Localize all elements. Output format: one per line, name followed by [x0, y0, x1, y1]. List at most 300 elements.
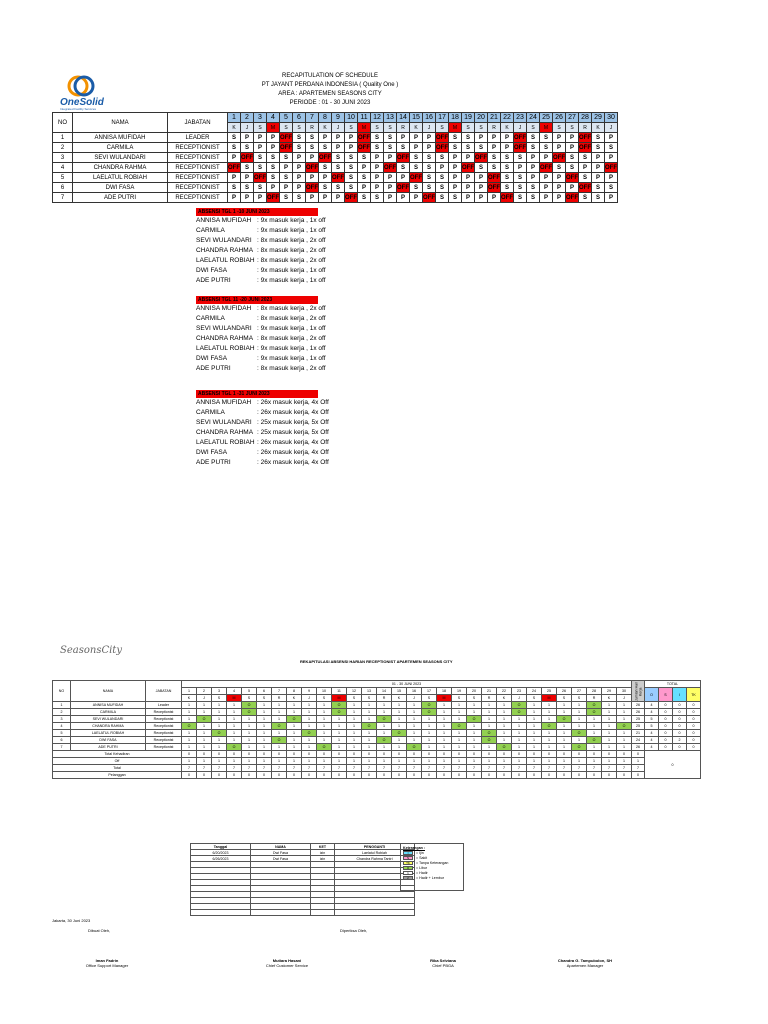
att-day-cell: 1	[302, 737, 317, 744]
day-number: 14	[397, 113, 410, 123]
shift-cell: OFF	[280, 134, 292, 141]
att-day-cell: 1	[437, 730, 452, 737]
shift-cell: S	[423, 173, 436, 183]
day-of-week: S	[280, 123, 293, 133]
att-day-cell: 1	[587, 730, 602, 737]
shift-cell: S	[293, 143, 306, 153]
shift-cell: S	[254, 183, 267, 193]
day-of-week: M	[358, 123, 371, 133]
footer-cell: 0	[332, 751, 347, 758]
day-of-week: K	[228, 123, 241, 133]
shift-cell: S	[345, 163, 358, 173]
shift-cell: OFF	[228, 164, 240, 171]
att-day-cell: 1	[407, 702, 422, 709]
att-day-cell: 1	[197, 723, 212, 730]
shift-cell: OFF	[436, 134, 448, 141]
shift-cell: S	[592, 193, 605, 203]
att-day-cell: 1	[452, 737, 467, 744]
att-row-job: Receptionist	[146, 737, 182, 744]
att-day-cell: 1	[452, 730, 467, 737]
summary-name: LAELATUL ROBIAH	[196, 439, 255, 446]
shift-cell: OFF	[319, 154, 331, 161]
att-day-cell: 1	[527, 730, 542, 737]
summary-text: : 26x masuk kerja, 4x Off	[257, 459, 329, 466]
att-row-name: DWI FASA	[71, 737, 146, 744]
shift-cell: P	[462, 183, 475, 193]
footer-cell: 1	[497, 758, 512, 765]
att-day-cell: 1	[467, 702, 482, 709]
att-day-of-week: S	[422, 695, 437, 702]
footer-row	[53, 765, 701, 772]
footer-cell: 1	[407, 758, 422, 765]
col-name: NAMA	[73, 113, 168, 133]
footer-cell: 0	[347, 751, 362, 758]
shift-cell: OFF	[514, 144, 526, 151]
log-header: Tanggal	[191, 844, 251, 850]
att-day-cell: 1	[197, 730, 212, 737]
shift-cell: P	[449, 163, 462, 173]
att-day-cell: O	[272, 723, 287, 730]
att-day-cell: 1	[422, 730, 437, 737]
att-day-cell: 1	[197, 709, 212, 716]
att-day-cell: 1	[602, 744, 617, 751]
att-total-cell: 25	[632, 723, 645, 730]
shift-cell: S	[462, 143, 475, 153]
att-day-cell: 1	[317, 723, 332, 730]
att-day-cell: 1	[242, 716, 257, 723]
shift-cell: P	[605, 153, 618, 163]
footer-cell: 7	[497, 765, 512, 772]
att-day-of-week: M	[332, 695, 347, 702]
shift-cell: OFF	[501, 194, 513, 201]
day-number: 18	[449, 113, 462, 123]
shift-cell: S	[371, 133, 384, 143]
footer-cell: 0	[407, 772, 422, 779]
day-number: 8	[319, 113, 332, 123]
shift-cell: P	[553, 143, 566, 153]
att-total-cell: 5	[645, 716, 659, 723]
shift-cell: P	[254, 133, 267, 143]
shift-cell: OFF	[553, 154, 565, 161]
footer-cell: 0	[602, 751, 617, 758]
day-number: 23	[514, 113, 527, 123]
att-day-of-week: S	[317, 695, 332, 702]
shift-cell: OFF	[241, 154, 253, 161]
footer-cell: 1	[467, 758, 482, 765]
att-total-cell: 26	[632, 702, 645, 709]
summary-name: DWI FASA	[196, 449, 228, 456]
legend-swatch: O	[403, 866, 413, 870]
shift-cell: OFF	[397, 154, 409, 161]
log-cell: izin	[311, 850, 335, 856]
att-col-jumlah: Jumlah Hari Kerja	[632, 681, 645, 702]
att-day-cell: 1	[317, 716, 332, 723]
att-day-cell: 1	[347, 737, 362, 744]
shift-cell: P	[280, 163, 293, 173]
shift-cell: P	[358, 163, 371, 173]
shift-cell: S	[280, 193, 293, 203]
checked-by: Diperiksa Oleh,	[340, 928, 368, 933]
att-day-cell: 1	[392, 744, 407, 751]
att-day-cell: 1	[227, 723, 242, 730]
shift-cell: P	[423, 143, 436, 153]
footer-cell: 0	[197, 751, 212, 758]
footer-cell: 0	[482, 751, 497, 758]
att-day-cell: 1	[512, 716, 527, 723]
summary-name: CHANDRA RAHMA	[196, 247, 254, 254]
att-day-cell: 1	[542, 744, 557, 751]
table-row	[53, 730, 701, 737]
day-number: 29	[592, 113, 605, 123]
day-of-week: J	[514, 123, 527, 133]
att-day-number: 30	[617, 688, 632, 695]
att-day-cell: 1	[182, 730, 197, 737]
signature-4	[540, 958, 630, 968]
att-total-cell: 24	[632, 737, 645, 744]
att-day-cell: 1	[452, 744, 467, 751]
log-empty-cell	[335, 910, 415, 916]
footer-cell: 0	[482, 772, 497, 779]
att-day-cell: O	[572, 744, 587, 751]
shift-cell: S	[605, 183, 618, 193]
shift-cell: S	[358, 173, 371, 183]
shift-cell: S	[592, 143, 605, 153]
shift-cell: S	[345, 173, 358, 183]
shift-cell: P	[605, 133, 618, 143]
table-row	[53, 723, 701, 730]
row-no: 2	[53, 143, 73, 153]
att-day-cell: O	[557, 716, 572, 723]
att-day-cell: O	[512, 709, 527, 716]
shift-cell: P	[410, 143, 423, 153]
att-total-cell: 4	[645, 709, 659, 716]
att-row-name: CHANDRA RAHMA	[71, 723, 146, 730]
footer-cell: 7	[227, 765, 242, 772]
footer-cell: 1	[242, 758, 257, 765]
shift-cell: P	[475, 173, 488, 183]
shift-cell: OFF	[267, 194, 279, 201]
shift-cell: S	[384, 143, 397, 153]
att-day-number: 21	[482, 688, 497, 695]
shift-cell: S	[514, 183, 527, 193]
att-day-cell: O	[182, 723, 197, 730]
shift-cell: S	[579, 153, 592, 163]
att-total-cell: 5	[645, 723, 659, 730]
footer-label: Pelanggan	[53, 772, 182, 779]
att-day-cell: 1	[287, 709, 302, 716]
shift-cell: S	[501, 153, 514, 163]
shift-cell: P	[449, 153, 462, 163]
att-total-cell: 0	[659, 737, 673, 744]
summary-name: CHANDRA RAHMA	[196, 429, 254, 436]
att-day-cell: 1	[617, 716, 632, 723]
day-of-week: S	[527, 123, 540, 133]
footer-cell: 1	[557, 758, 572, 765]
att-day-cell: 1	[482, 723, 497, 730]
day-number: 21	[488, 113, 501, 123]
att-day-cell: 1	[317, 709, 332, 716]
shift-cell: P	[488, 143, 501, 153]
att-total-code: I	[673, 688, 687, 702]
shift-cell: P	[462, 173, 475, 183]
day-of-week: S	[436, 123, 449, 133]
att-day-cell: 1	[302, 702, 317, 709]
att-day-cell: 1	[287, 744, 302, 751]
shift-cell: S	[254, 153, 267, 163]
shift-cell: S	[423, 153, 436, 163]
att-total-cell: 4	[645, 730, 659, 737]
shift-cell: P	[397, 173, 410, 183]
row-job: RECEPTIONIST	[168, 143, 228, 153]
att-total-cell: 25	[632, 716, 645, 723]
att-total-cell: 26	[632, 744, 645, 751]
footer-cell: 7	[572, 765, 587, 772]
shift-cell: P	[319, 173, 332, 183]
shift-cell: S	[579, 193, 592, 203]
shift-cell: OFF	[280, 144, 292, 151]
footer-cell: 0	[392, 751, 407, 758]
summary-name: LAELATUL ROBIAH	[196, 257, 255, 264]
footer-cell: 0	[587, 772, 602, 779]
footer-cell: 7	[242, 765, 257, 772]
shift-cell: P	[436, 163, 449, 173]
footer-cell: 7	[332, 765, 347, 772]
att-day-cell: 1	[557, 744, 572, 751]
log-cell: Chandra Rahma Tantri	[335, 856, 415, 862]
footer-cell: 0	[227, 772, 242, 779]
att-day-cell: 1	[377, 730, 392, 737]
att-day-cell: 1	[212, 744, 227, 751]
day-number: 9	[332, 113, 345, 123]
legend-title: Keterangan :	[403, 846, 425, 850]
shift-cell: OFF	[605, 164, 617, 171]
day-of-week: S	[475, 123, 488, 133]
summary-row	[196, 428, 329, 438]
footer-cell: 0	[497, 772, 512, 779]
row-job: RECEPTIONIST	[168, 183, 228, 193]
footer-cell: 0	[512, 772, 527, 779]
att-day-of-week: S	[242, 695, 257, 702]
footer-cell: 0	[617, 751, 632, 758]
footer-cell: 0	[272, 751, 287, 758]
day-number: 2	[241, 113, 254, 123]
place-date: Jakarta, 30 Juni 2023	[52, 918, 91, 923]
att-total-cell: 4	[645, 737, 659, 744]
footer-cell: 0	[602, 772, 617, 779]
att-day-cell: O	[587, 702, 602, 709]
shift-cell: P	[488, 193, 501, 203]
summary-text: : 9x masuk kerja , 1x off	[257, 325, 326, 332]
footer-label: Total	[53, 765, 182, 772]
table-row	[53, 173, 618, 183]
shift-cell: S	[527, 143, 540, 153]
shift-cell: P	[384, 173, 397, 183]
day-number: 22	[501, 113, 514, 123]
footer-cell: 1	[437, 758, 452, 765]
att-day-cell: 1	[197, 744, 212, 751]
att-day-number: 10	[317, 688, 332, 695]
shift-cell: S	[306, 143, 319, 153]
summary-row	[196, 354, 326, 364]
att-day-cell: 1	[452, 702, 467, 709]
att-day-cell: 1	[197, 702, 212, 709]
att-day-cell: O	[452, 723, 467, 730]
att-row-job: Receptionist	[146, 716, 182, 723]
att-day-cell: 1	[272, 744, 287, 751]
att-day-cell: O	[242, 702, 257, 709]
att-day-cell: 1	[437, 723, 452, 730]
day-number: 1	[228, 113, 241, 123]
shift-cell: OFF	[358, 144, 370, 151]
footer-cell: 7	[542, 765, 557, 772]
footer-cell: 0	[377, 751, 392, 758]
footer-cell: 0	[452, 751, 467, 758]
att-day-number: 25	[542, 688, 557, 695]
summary-text: : 8x masuk kerja , 2x off	[257, 335, 326, 342]
shift-cell: S	[423, 163, 436, 173]
att-day-cell: 1	[392, 702, 407, 709]
att-day-cell: 1	[182, 702, 197, 709]
footer-cell: 0	[587, 751, 602, 758]
shift-cell: S	[514, 173, 527, 183]
att-total-code: TK	[687, 688, 701, 702]
row-name: ADE PUTRI	[73, 193, 168, 203]
att-day-cell: O	[422, 709, 437, 716]
shift-cell: S	[345, 153, 358, 163]
report-title: REKAPITULASI ABSENSI HARIAN RECEPTIONIST APARTEMEN SEASONS CITY	[300, 659, 453, 664]
footer-cell: 0	[182, 772, 197, 779]
att-day-cell: 1	[527, 744, 542, 751]
att-day-number: 17	[422, 688, 437, 695]
footer-cell: 0	[632, 772, 645, 779]
att-day-number: 8	[287, 688, 302, 695]
att-day-number: 14	[377, 688, 392, 695]
day-of-week: J	[605, 123, 618, 133]
shift-cell: OFF	[423, 194, 435, 201]
shift-cell: P	[540, 193, 553, 203]
shift-cell: P	[241, 193, 254, 203]
shift-cell: OFF	[579, 144, 591, 151]
summary-text: : 9x masuk kerja , 1x off	[257, 267, 326, 274]
day-of-week: S	[293, 123, 306, 133]
day-number: 20	[475, 113, 488, 123]
shift-cell: S	[306, 133, 319, 143]
att-day-of-week: J	[512, 695, 527, 702]
shift-cell: OFF	[384, 164, 396, 171]
legend-swatch: 2	[403, 876, 413, 880]
att-day-cell: 1	[272, 716, 287, 723]
summary-name: ANNISA MUFIDAH	[196, 399, 252, 406]
att-day-cell: 1	[197, 737, 212, 744]
att-day-of-week: J	[617, 695, 632, 702]
day-of-week: S	[371, 123, 384, 133]
shift-cell: OFF	[358, 134, 370, 141]
table-row	[53, 143, 618, 153]
footer-cell: 1	[632, 758, 645, 765]
summary-name: SEVI WULANDARI	[196, 325, 252, 332]
summary-row	[196, 448, 329, 458]
shift-cell: S	[332, 183, 345, 193]
day-of-week: S	[254, 123, 267, 133]
shift-cell: P	[267, 143, 280, 153]
att-day-cell: 1	[422, 744, 437, 751]
day-number: 7	[306, 113, 319, 123]
footer-cell: 0	[617, 772, 632, 779]
shift-cell: P	[566, 143, 579, 153]
att-day-number: 29	[602, 688, 617, 695]
footer-cell: 7	[392, 765, 407, 772]
summary-row	[196, 364, 326, 374]
att-day-cell: 1	[437, 709, 452, 716]
att-day-cell: 1	[422, 716, 437, 723]
footer-cell: 1	[227, 758, 242, 765]
footer-cell: 7	[422, 765, 437, 772]
shift-cell: P	[228, 153, 241, 163]
summary-text: : 8x masuk kerja , 2x off	[257, 237, 326, 244]
footer-cell: 7	[437, 765, 452, 772]
att-day-cell: 1	[212, 737, 227, 744]
legend-label: = Hadir + Lembur	[416, 875, 444, 880]
log-cell: 6/26/2023	[191, 856, 251, 862]
day-of-week: R	[397, 123, 410, 133]
att-day-number: 5	[242, 688, 257, 695]
day-number: 27	[566, 113, 579, 123]
summary-row	[196, 344, 326, 354]
footer-cell: 0	[437, 772, 452, 779]
footer-cell: 0	[272, 772, 287, 779]
att-day-cell: 1	[527, 723, 542, 730]
summary-heading: ABSENSI TGL 11 -20 JUNI 2023	[196, 296, 318, 304]
att-row-no: 3	[53, 716, 71, 723]
shift-cell: P	[293, 153, 306, 163]
shift-cell: S	[436, 193, 449, 203]
row-name: DWI FASA	[73, 183, 168, 193]
att-col-job: JABATAN	[146, 681, 182, 702]
footer-cell: 0	[332, 772, 347, 779]
att-day-cell: 1	[227, 702, 242, 709]
att-total-cell: 0	[659, 744, 673, 751]
att-day-cell: O	[467, 716, 482, 723]
shift-cell: S	[267, 163, 280, 173]
att-day-cell: 1	[257, 709, 272, 716]
shift-cell: P	[293, 183, 306, 193]
shift-cell: S	[605, 143, 618, 153]
day-of-week: J	[332, 123, 345, 133]
table-row	[53, 744, 701, 751]
shift-cell: P	[501, 133, 514, 143]
summary-row	[196, 246, 326, 256]
footer-cell: 0	[362, 751, 377, 758]
att-day-number: 13	[362, 688, 377, 695]
att-day-cell: O	[302, 730, 317, 737]
att-day-of-week: K	[182, 695, 197, 702]
att-day-cell: 1	[602, 716, 617, 723]
shift-cell: S	[293, 133, 306, 143]
att-day-cell: 1	[437, 702, 452, 709]
att-day-cell: 1	[362, 702, 377, 709]
row-job: RECEPTIONIST	[168, 173, 228, 183]
day-number: 10	[345, 113, 358, 123]
footer-cell: 1	[452, 758, 467, 765]
shift-cell: P	[553, 173, 566, 183]
att-day-number: 1	[182, 688, 197, 695]
att-day-cell: 1	[302, 744, 317, 751]
summary-name: DWI FASA	[196, 355, 228, 362]
footer-cell: 7	[317, 765, 332, 772]
att-day-cell: 1	[377, 702, 392, 709]
footer-cell: 0	[392, 772, 407, 779]
att-day-cell: 1	[332, 744, 347, 751]
